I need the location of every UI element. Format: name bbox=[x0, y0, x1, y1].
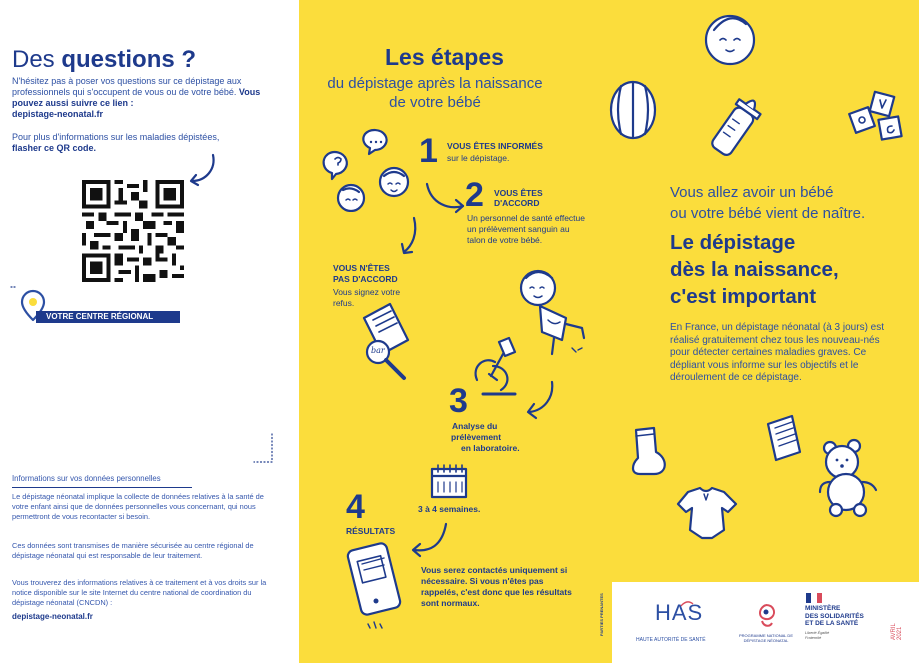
pnd-label: PROGRAMME NATIONAL DE DÉPISTAGE NÉONATAL bbox=[738, 633, 793, 643]
qr-intro: Pour plus d'informations sur les maladies dépistées, flasher ce QR code. bbox=[12, 132, 220, 153]
arrow-to-step-4-icon bbox=[408, 520, 450, 558]
smartphone-icon bbox=[342, 538, 412, 636]
data-divider bbox=[12, 487, 192, 488]
centre-regional-badge: VOTRE CENTRE RÉGIONAL bbox=[36, 311, 180, 323]
data-heading: Informations sur vos données personnelles bbox=[12, 474, 161, 483]
ministere-label: MINISTÈRE DES SOLIDARITÉS ET DE LA SANTÉ bbox=[805, 605, 864, 628]
step-2-heading-2: D'ACCORD bbox=[494, 198, 540, 208]
calendar-icon bbox=[428, 463, 472, 501]
right-body: En France, un dépistage néonatal (à 3 jours) est réalisé gratuitement chez tous les nouveau-nés pour détecter certaines maladies graves. Ce dépliant vous informe sur les objectifs et le déroulement de ce dépistage. bbox=[670, 322, 885, 384]
curved-arrow-icon bbox=[188, 153, 218, 187]
step-4-heading: RÉSULTATS bbox=[346, 526, 396, 536]
baby-face-icon bbox=[702, 8, 758, 68]
parties-label: PARTIES PRENANTES bbox=[599, 593, 604, 636]
step-3-text-2: prélèvement bbox=[451, 432, 502, 442]
baby-bodysuit-icon bbox=[670, 484, 744, 546]
arrow-to-refuse-icon bbox=[398, 216, 420, 258]
weeks-label: 3 à 4 semaines. bbox=[418, 504, 481, 514]
teddy-bear-icon bbox=[806, 434, 884, 520]
pnd-logo-icon bbox=[752, 601, 780, 631]
refuse-heading-2: PAS D'ACCORD bbox=[333, 274, 398, 284]
questions-link[interactable]: depistage-neonatal.fr bbox=[12, 109, 104, 119]
corner-dots-decoration bbox=[252, 432, 276, 464]
devise-label: Liberté Égalité Fraternité bbox=[805, 631, 830, 640]
rattle-ball-icon bbox=[605, 76, 661, 148]
step-1-number: 1 bbox=[419, 132, 438, 170]
questions-intro: N'hésitez pas à poser vos questions sur ce dépistage aux professionnels qui s'occupent de vous ou de votre bébé. Vous pouvez aussi suivre ce lien : depistage-neonatal.fr bbox=[12, 76, 261, 119]
step-2-number: 2 bbox=[465, 176, 484, 214]
has-logo-accent bbox=[680, 601, 694, 607]
steps-subtitle: du dépistage après la naissance de votre bébé bbox=[327, 75, 543, 111]
republic-flag-icon bbox=[806, 593, 822, 603]
speech-bubbles-faces-icon bbox=[318, 124, 428, 212]
baby-bottle-icon bbox=[700, 88, 770, 166]
questions-title: Des questions ? bbox=[12, 46, 197, 73]
step-4-number: 4 bbox=[346, 488, 365, 526]
data-paragraph-2: Ces données sont transmises de manière sécurisée au centre régional de dépistage néonatal qui est responsable de leur traitement. bbox=[12, 541, 254, 560]
step-3-text-3: en laboratoire. bbox=[461, 443, 520, 453]
step-3-number: 3 bbox=[449, 382, 468, 420]
step-2-text: Un personnel de santé effectue un prélèvement sanguin au talon de votre bébé. bbox=[467, 213, 585, 245]
step-4-text: Vous serez contactés uniquement si nécessaire. Si vous n'êtes pas rappelés, c'est donc que les résultats sont normaux. bbox=[421, 565, 572, 608]
step-3-text-1: Analyse du bbox=[452, 421, 498, 431]
data-paragraph-1: Le dépistage néonatal implique la collecte de données relatives à la santé de votre enfant ainsi que de données personnelles vous concernant, qui nous permettront de vous recontacter si besoin. bbox=[12, 492, 264, 521]
step-1-text: sur le dépistage. bbox=[447, 153, 510, 163]
right-title: Le dépistage dès la naissance, c'est important bbox=[670, 231, 839, 308]
step-1-heading: VOUS ÊTES INFORMÉS bbox=[447, 141, 543, 151]
date-label: AVRIL 2021 bbox=[891, 623, 903, 640]
refusal-form-icon bbox=[356, 300, 418, 386]
data-paragraph-3: Vous trouverez des informations relatives à ce traitement et à vos droits sur la notice disponible sur le site Internet du centre national de coordination du dépistage néonatal (CNCDN) : bbox=[12, 578, 267, 607]
refuse-text: Vous signez votre refus. bbox=[333, 287, 401, 308]
data-link[interactable]: depistage-neonatal.fr bbox=[12, 612, 93, 621]
has-logo: HAS bbox=[655, 600, 704, 625]
qr-code[interactable] bbox=[82, 180, 184, 282]
step-2-heading-1: VOUS ÊTES bbox=[494, 188, 543, 198]
refuse-heading-1: VOUS N'ÊTES bbox=[333, 263, 390, 273]
has-subtitle: HAUTE AUTORITÉ DE SANTÉ bbox=[636, 637, 706, 643]
arrow-to-step-3-icon bbox=[522, 380, 556, 420]
signature: bar bbox=[371, 346, 385, 355]
toy-blocks-icon bbox=[842, 88, 910, 150]
baby-sock-icon bbox=[624, 424, 674, 480]
document-icon bbox=[762, 412, 806, 464]
steps-title: Les étapes bbox=[385, 44, 504, 70]
arrow-to-step-2-icon bbox=[423, 182, 467, 216]
right-intro: Vous allez avoir un bébé ou votre bébé vient de naître. bbox=[670, 184, 866, 222]
